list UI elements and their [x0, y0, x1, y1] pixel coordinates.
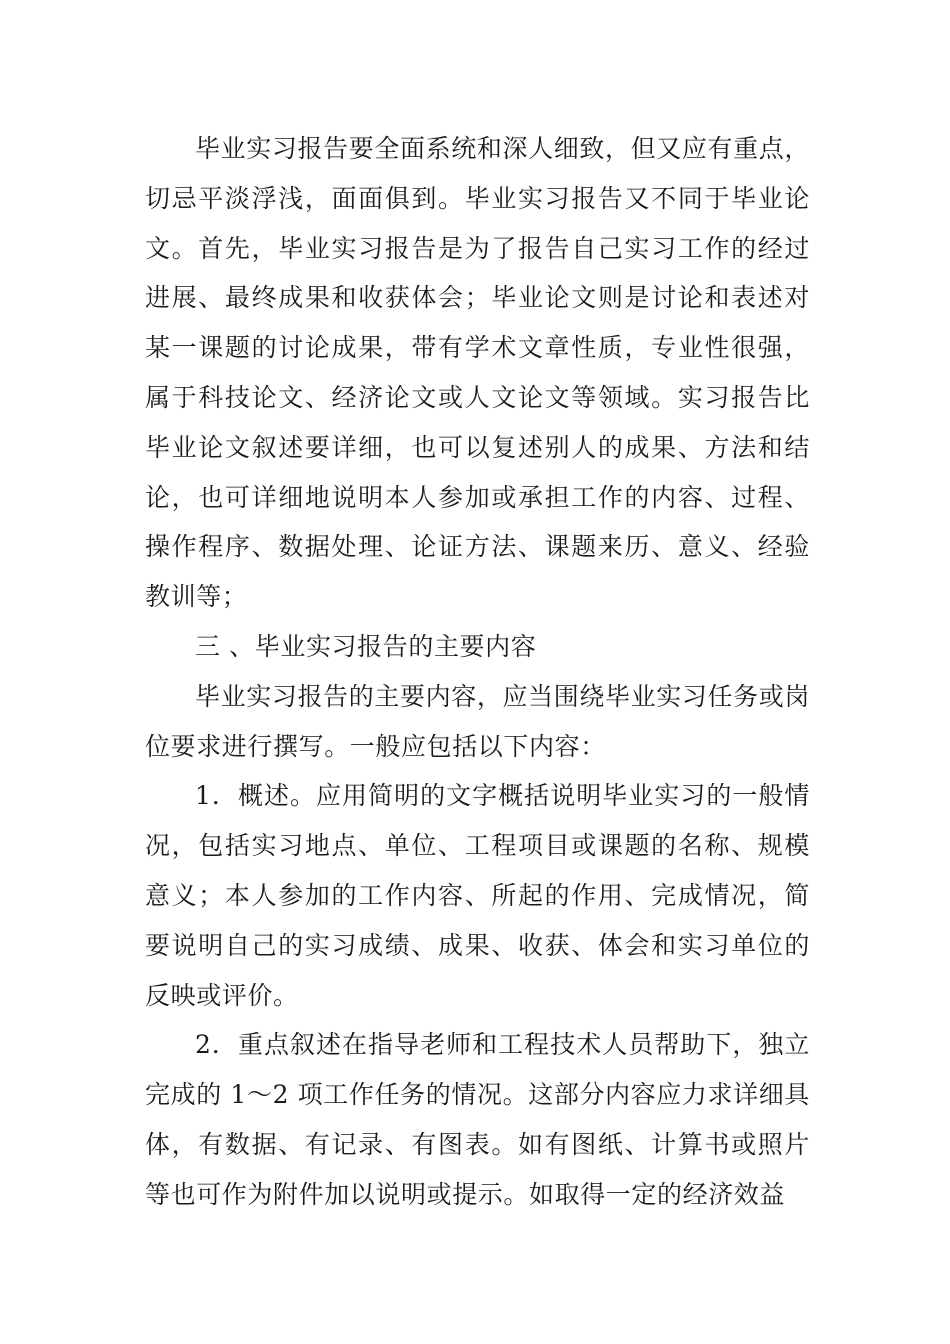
paragraph-main-content-intro: 毕业实习报告的主要内容，应当围绕毕业实习任务或岗位要求进行撰写。一般应包括以下内容：	[145, 681, 810, 761]
document-body	[145, 124, 810, 1220]
section-heading-main-content: 三 、毕业实习报告的主要内容	[195, 631, 537, 661]
paragraph-item-1-overview: 1．概述。应用简明的文字概括说明毕业实习的一般情况，包括实习地点、单位、工程项目或课题的名称、规模意义；本人参加的工作内容、所起的作用、完成情况，简要说明自己的实习成绩、成果、收获、体会和实习单位的反映或评价。	[145, 781, 810, 1010]
paragraph-item-2-key-narrative: 2．重点叙述在指导老师和工程技术人员帮助下，独立完成的 1～2 项工作任务的情况。这部分内容应力求详细具体，有数据、有记录、有图表。如有图纸、计算书或照片等也可作为附件加以说明或提示。如取得一定的经济效益	[145, 1030, 810, 1209]
paragraph-intro-comparison: 毕业实习报告要全面系统和深人细致，但又应有重点，切忌平淡浮浅，面面俱到。毕业实习报告又不同于毕业论文。首先，毕业实习报告是为了报告自己实习工作的经过进展、最终成果和收获体会；毕业论文则是讨论和表述对某一课题的讨论成果，带有学术文章性质，专业性很强，属于科技论文、经济论文或人文论文等领域。实习报告比毕业论文叙述要详细，也可以复述别人的成果、方法和结论，也可详细地说明本人参加或承担工作的内容、过程、操作程序、数据处理、论证方法、课题来历、意义、经验教训等；	[145, 134, 810, 612]
